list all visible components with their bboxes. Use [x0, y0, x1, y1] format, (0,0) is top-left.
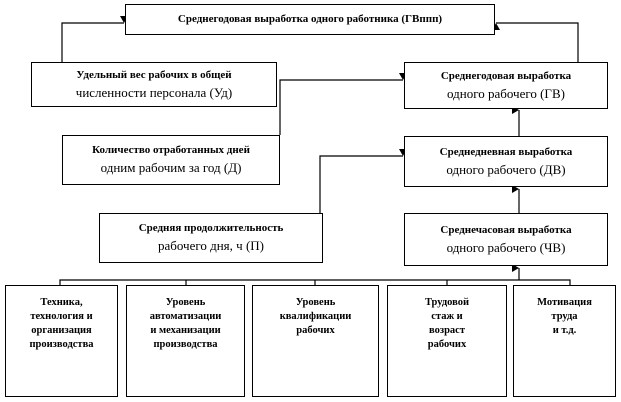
factor-line: организация — [31, 325, 92, 336]
factor-line: стаж и — [431, 311, 463, 322]
factor-line: производства — [29, 339, 94, 350]
top-box-label: Среднегодовая выработка одного работника (ГВппп) — [177, 13, 443, 25]
gv-box — [404, 62, 608, 109]
factor-line: Уровень — [295, 297, 336, 308]
factor-line: квалификации — [279, 311, 352, 322]
factor-box-experience — [387, 285, 507, 397]
factor-line: автоматизации — [149, 311, 222, 322]
factor-box-technology — [5, 285, 118, 397]
factor-line: рабочих — [427, 339, 467, 350]
factor-line: Техника, — [40, 297, 83, 308]
gv-box-line2: одного рабочего (ГВ) — [447, 85, 565, 101]
factor-line: возраст — [429, 325, 465, 336]
ud-box — [31, 62, 277, 107]
factor-line: и т.д. — [552, 325, 577, 336]
arrow-p-to-dv — [320, 156, 403, 213]
gv-box-line1: Среднегодовая выработка — [440, 69, 572, 82]
p-box-line2: рабочего дня, ч (П) — [158, 238, 264, 253]
factor-line: труда — [551, 311, 578, 322]
factor-line: и механизации — [150, 325, 221, 336]
arrow-gv-to-top — [496, 23, 578, 62]
dv-box — [404, 136, 608, 187]
factor-line: производства — [153, 339, 218, 350]
factor-line: Трудовой — [424, 297, 470, 308]
p-box-line1: Средняя продолжительность — [138, 222, 284, 234]
ud-box-line1: Удельный вес рабочих в общей — [76, 68, 232, 81]
chv-box-line1: Среднечасовая выработка — [440, 223, 572, 236]
top-box — [125, 4, 495, 35]
factor-box-motivation — [513, 285, 616, 397]
arrow-d-to-gv — [280, 80, 403, 135]
dv-box-line1: Среднедневная выработка — [439, 145, 573, 158]
dv-box-line2: одного рабочего (ДВ) — [446, 161, 566, 177]
p-box — [99, 213, 323, 263]
factor-line: Уровень — [165, 297, 206, 308]
d-box-line1: Количество отработанных дней — [92, 144, 250, 156]
d-box — [62, 135, 280, 185]
factor-box-automation — [126, 285, 245, 397]
d-box-line2: одним рабочим за год (Д) — [100, 160, 242, 175]
factor-line: технология и — [30, 311, 93, 322]
factor-box-qualification — [252, 285, 379, 397]
chv-box-line2: одного рабочего (ЧВ) — [446, 239, 566, 255]
ud-box-line2: численности персонала (Уд) — [75, 84, 233, 100]
factor-line: Мотивация — [537, 297, 592, 308]
factor-line: рабочих — [296, 325, 335, 336]
chv-box — [404, 213, 608, 266]
arrow-ud-to-top — [62, 23, 124, 63]
